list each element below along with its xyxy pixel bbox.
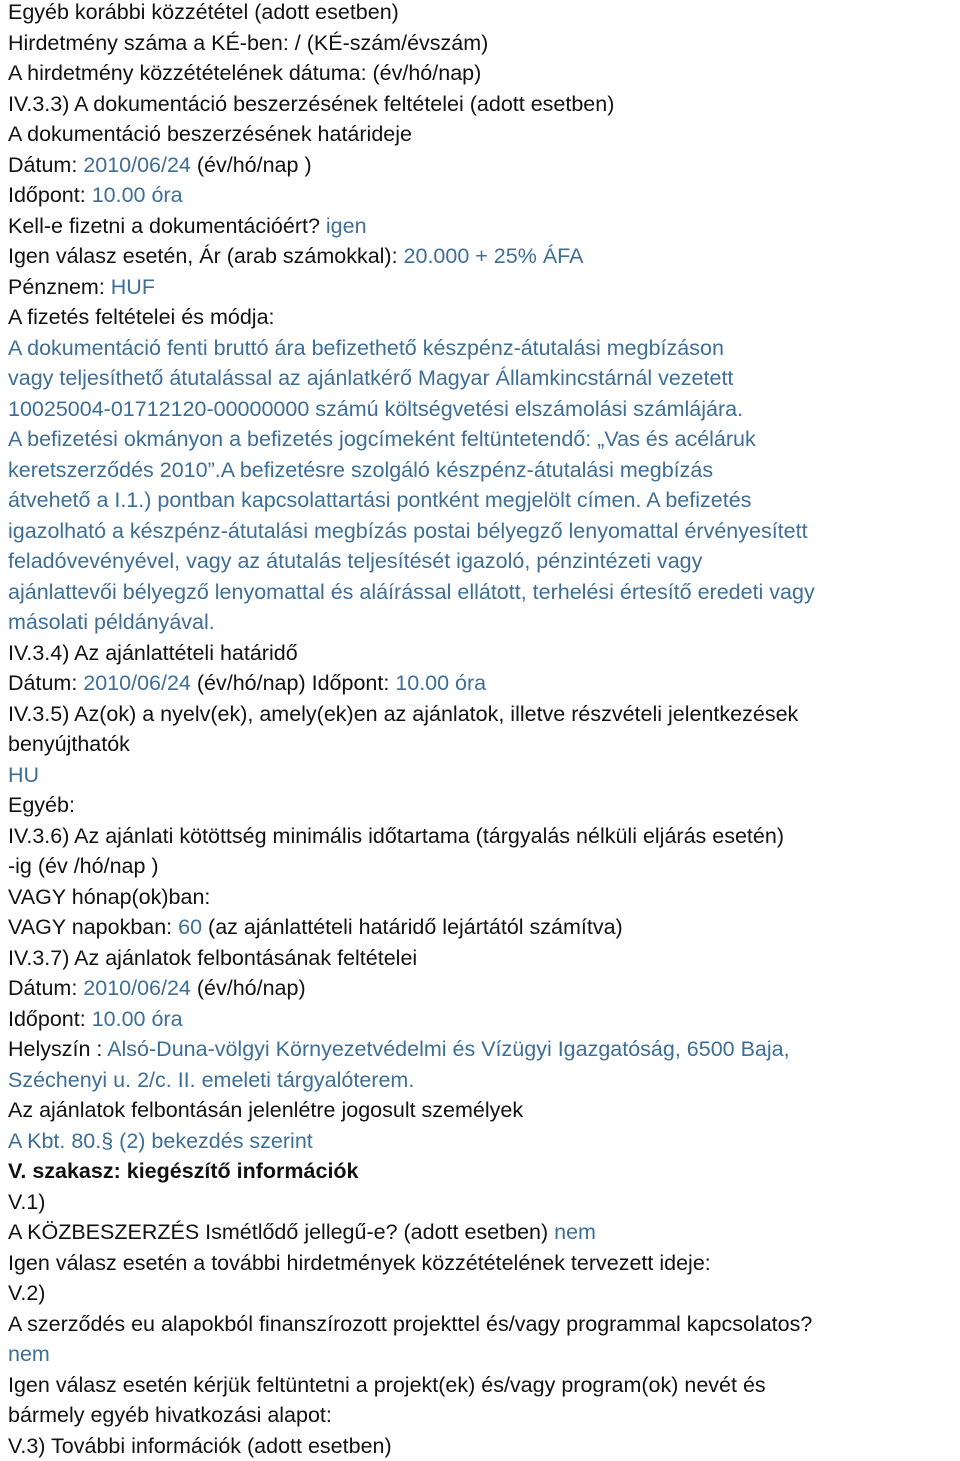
field-label: Az ajánlatok felbontásán jelenlétre jogosult személyek	[8, 1098, 523, 1122]
field-label: Egyéb:	[8, 793, 75, 817]
text-line	[8, 1004, 958, 1035]
field-label: Egyéb korábbi közzététel (adott esetben)	[8, 0, 399, 24]
field-label: IV.3.3) A dokumentáció beszerzésének feltételei (adott esetben)	[8, 92, 614, 116]
text-line	[8, 89, 958, 120]
text-line	[8, 180, 958, 211]
field-label: Időpont:	[8, 183, 92, 207]
field-label: (év/hó/nap) Időpont:	[191, 671, 395, 695]
field-value: másolati példányával.	[8, 610, 215, 634]
text-line	[8, 28, 958, 59]
field-label: (az ajánlattételi határidő lejártától számítva)	[202, 915, 623, 939]
field-value: feladóvevényével, vagy az átutalás teljesítését igazoló, pénzintézeti vagy	[8, 549, 702, 573]
text-line	[8, 1278, 958, 1309]
field-label: IV.3.4) Az ajánlattételi határidő	[8, 641, 298, 665]
field-label: VAGY hónap(ok)ban:	[8, 885, 210, 909]
field-label: A KÖZBESZERZÉS Ismétlődő jellegű-e? (adott esetben)	[8, 1220, 554, 1244]
field-value: ajánlattevői bélyegző lenyomattal és aláírással ellátott, terhelési értesítő eredeti vagy	[8, 580, 815, 604]
document-body	[8, 0, 958, 1461]
field-label: A dokumentáció beszerzésének határideje	[8, 122, 412, 146]
text-line	[8, 943, 958, 974]
text-line	[8, 119, 958, 150]
field-value: HUF	[111, 275, 155, 299]
field-label: Pénznem:	[8, 275, 111, 299]
text-line	[8, 241, 958, 272]
field-label: V.1)	[8, 1190, 45, 1214]
field-value: 10025004-01712120-00000000 számú költségvetési elszámolási számlájára.	[8, 397, 743, 421]
field-label: IV.3.7) Az ajánlatok felbontásának feltételei	[8, 946, 417, 970]
field-value: A dokumentáció fenti bruttó ára befizethető készpénz-átutalási megbízáson	[8, 336, 724, 360]
text-line	[8, 546, 958, 577]
text-line	[8, 760, 958, 791]
field-value: Széchenyi u. 2/c. II. emeleti tárgyalóterem.	[8, 1068, 414, 1092]
field-value: vagy teljesíthető átutalással az ajánlatkérő Magyar Államkincstárnál vezetett	[8, 366, 733, 390]
field-label: VAGY napokban:	[8, 915, 178, 939]
field-value: A befizetési okmányon a befizetés jogcímeként feltüntetendő: „Vas és acéláruk	[8, 427, 756, 451]
field-value: 10.00 óra	[92, 1007, 183, 1031]
text-line	[8, 729, 958, 760]
field-value: 10.00 óra	[92, 183, 183, 207]
text-line	[8, 302, 958, 333]
text-line	[8, 0, 958, 28]
text-line	[8, 1065, 958, 1096]
field-label: Időpont:	[8, 1007, 92, 1031]
field-label: Hirdetmény száma a KÉ-ben: / (KÉ-szám/évszám)	[8, 31, 488, 55]
field-value: igen	[326, 214, 367, 238]
field-label: A szerződés eu alapokból finanszírozott projekttel és/vagy programmal kapcsolatos?	[8, 1312, 812, 1336]
field-label: Helyszín :	[8, 1037, 107, 1061]
field-value: átvehető a I.1.) pontban kapcsolattartási pontként megjelölt címen. A befizetés	[8, 488, 751, 512]
field-value: nem	[554, 1220, 596, 1244]
text-line	[8, 333, 958, 364]
text-line	[8, 485, 958, 516]
text-line	[8, 1126, 958, 1157]
field-value: 2010/06/24	[83, 976, 191, 1000]
text-line	[8, 424, 958, 455]
text-line	[8, 790, 958, 821]
field-label: (év/hó/nap )	[191, 153, 312, 177]
field-value: 2010/06/24	[83, 671, 191, 695]
field-value: keretszerződés 2010”.A befizetésre szolgáló készpénz-átutalási megbízás	[8, 458, 713, 482]
text-line	[8, 455, 958, 486]
text-line	[8, 272, 958, 303]
field-label: Kell-e fizetni a dokumentációért?	[8, 214, 326, 238]
field-value: igazolható a készpénz-átutalási megbízás postai bélyegző lenyomattal érvényesített	[8, 519, 808, 543]
field-value: 20.000 + 25% ÁFA	[404, 244, 584, 268]
field-label: Dátum:	[8, 976, 83, 1000]
text-line	[8, 1400, 958, 1431]
field-label: IV.3.5) Az(ok) a nyelv(ek), amely(ek)en az ajánlatok, illetve részvételi jelentkezések	[8, 702, 798, 726]
field-label: A hirdetmény közzétételének dátuma: (év/hó/nap)	[8, 61, 481, 85]
text-line	[8, 1156, 958, 1187]
text-line	[8, 1034, 958, 1065]
text-line	[8, 1248, 958, 1279]
text-line	[8, 851, 958, 882]
text-line	[8, 1309, 958, 1340]
text-line	[8, 577, 958, 608]
field-value: HU	[8, 763, 39, 787]
field-value: A Kbt. 80.§ (2) bekezdés szerint	[8, 1129, 313, 1153]
field-label: Dátum:	[8, 671, 83, 695]
field-label: V.2)	[8, 1281, 45, 1305]
field-label: A fizetés feltételei és módja:	[8, 305, 275, 329]
field-value: 60	[178, 915, 202, 939]
text-line	[8, 912, 958, 943]
text-line	[8, 1339, 958, 1370]
text-line	[8, 607, 958, 638]
text-line	[8, 668, 958, 699]
field-label: benyújthatók	[8, 732, 130, 756]
text-line	[8, 363, 958, 394]
text-line	[8, 394, 958, 425]
text-line	[8, 638, 958, 669]
text-line	[8, 211, 958, 242]
field-label: Igen válasz esetén, Ár (arab számokkal):	[8, 244, 404, 268]
field-label: Igen válasz esetén a további hirdetmények közzétételének tervezett ideje:	[8, 1251, 711, 1275]
text-line	[8, 1370, 958, 1401]
field-value: Alsó-Duna-völgyi Környezetvédelmi és Vízügyi Igazgatóság, 6500 Baja,	[107, 1037, 789, 1061]
text-line	[8, 1187, 958, 1218]
field-label: -ig (év /hó/nap )	[8, 854, 159, 878]
text-line	[8, 1095, 958, 1126]
field-value: 2010/06/24	[83, 153, 191, 177]
field-value: 10.00 óra	[395, 671, 486, 695]
text-line	[8, 150, 958, 181]
text-line	[8, 1217, 958, 1248]
text-line	[8, 516, 958, 547]
field-label: bármely egyéb hivatkozási alapot:	[8, 1403, 332, 1427]
text-line	[8, 58, 958, 89]
field-label: IV.3.6) Az ajánlati kötöttség minimális időtartama (tárgyalás nélküli eljárás esetén)	[8, 824, 784, 848]
field-value: nem	[8, 1342, 50, 1366]
field-label: (év/hó/nap)	[191, 976, 306, 1000]
section-heading: V. szakasz: kiegészítő információk	[8, 1159, 359, 1183]
text-line	[8, 882, 958, 913]
text-line	[8, 1431, 958, 1461]
field-label: Igen válasz esetén kérjük feltüntetni a projekt(ek) és/vagy program(ok) nevét és	[8, 1373, 766, 1397]
text-line	[8, 973, 958, 1004]
field-label: V.3) További információk (adott esetben)	[8, 1434, 392, 1458]
field-label: Dátum:	[8, 153, 83, 177]
text-line	[8, 821, 958, 852]
text-line	[8, 699, 958, 730]
